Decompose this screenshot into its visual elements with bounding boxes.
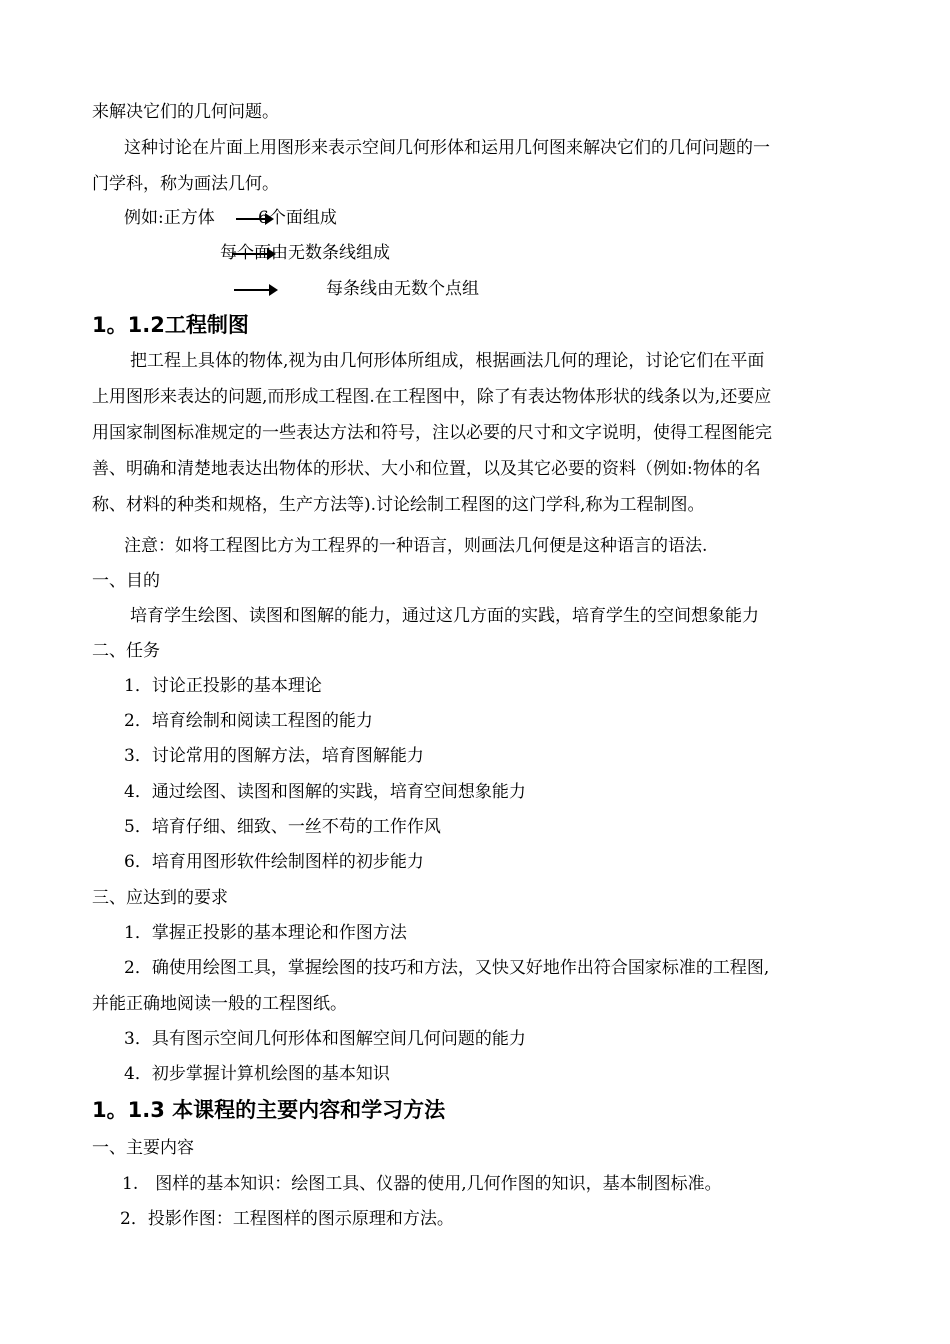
list-item-continued: 并能正确地阅读一般的工程图纸。 — [92, 994, 347, 1014]
arrow-icon — [234, 289, 276, 291]
example-label: 例如:正方体 — [124, 208, 215, 228]
paragraph-line: 用国家制图标准规定的一些表达方法和符号，注以必要的尺寸和文字说明，使得工程图能完 — [92, 423, 772, 443]
paragraph-line: 把工程上具体的物体,视为由几何形体所组成，根据画法几何的理论，讨论它们在平面 — [130, 351, 765, 371]
note-text: 注意：如将工程图比方为工程界的一种语言，则画法几何便是这种语言的语法. — [124, 536, 708, 556]
paragraph-line: 善、明确和清楚地表达出物体的形状、大小和位置，以及其它必要的资料（例如:物体的名 — [92, 459, 761, 479]
goal-title: 一、目的 — [92, 571, 160, 591]
section-heading-1-1-2: 1。1.2工程制图 — [92, 313, 249, 337]
list-item: 2．投影作图：工程图样的图示原理和方法。 — [120, 1209, 454, 1229]
section-heading-1-1-3: 1。1.3 本课程的主要内容和学习方法 — [92, 1098, 446, 1122]
intro-line-1: 来解决它们的几何问题。 — [92, 102, 279, 122]
paragraph-line: 上用图形来表达的问题,而形成工程图.在工程图中，除了有表达物体形状的线条以为,还要应 — [92, 387, 772, 407]
list-item: 2．确使用绘图工具，掌握绘图的技巧和方法，又快又好地作出符合国家标准的工程图, — [124, 958, 770, 978]
example-line-3: 每条线由无数个点组 — [326, 279, 479, 299]
goal-text: 培育学生绘图、读图和图解的能力，通过这几方面的实践，培育学生的空间想象能力 — [130, 606, 759, 626]
requirements-title: 三、应达到的要求 — [92, 888, 228, 908]
list-item: 3．具有图示空间几何形体和图解空间几何问题的能力 — [124, 1029, 526, 1049]
list-item: 1．讨论正投影的基本理论 — [124, 676, 322, 696]
list-item: 4．初步掌握计算机绘图的基本知识 — [124, 1064, 390, 1084]
task-title: 二、任务 — [92, 641, 160, 661]
list-item: 5．培育仔细、细致、一丝不苟的工作作风 — [124, 817, 441, 837]
list-item: 3．讨论常用的图解方法，培育图解能力 — [124, 746, 424, 766]
intro-line-2: 这种讨论在片面上用图形来表示空间几何形体和运用几何图来解决它们的几何问题的一 — [124, 138, 770, 158]
example-line-1: 6个面组成 — [258, 208, 337, 228]
list-item: 1. 图样的基本知识：绘图工具、仪器的使用,几何作图的知识，基本制图标准。 — [122, 1174, 722, 1194]
paragraph-line: 称、材料的种类和规格，生产方法等).讨论绘制工程图的这门学科,称为工程制图。 — [92, 495, 705, 515]
list-item: 6．培育用图形软件绘制图样的初步能力 — [124, 852, 424, 872]
content-title: 一、主要内容 — [92, 1138, 194, 1158]
intro-line-3: 门学科，称为画法几何。 — [92, 174, 279, 194]
list-item: 1．掌握正投影的基本理论和作图方法 — [124, 923, 407, 943]
example-line-2: 每个面由无数条线组成 — [220, 243, 390, 263]
list-item: 2．培育绘制和阅读工程图的能力 — [124, 711, 373, 731]
list-item: 4．通过绘图、读图和图解的实践，培育空间想象能力 — [124, 782, 526, 802]
